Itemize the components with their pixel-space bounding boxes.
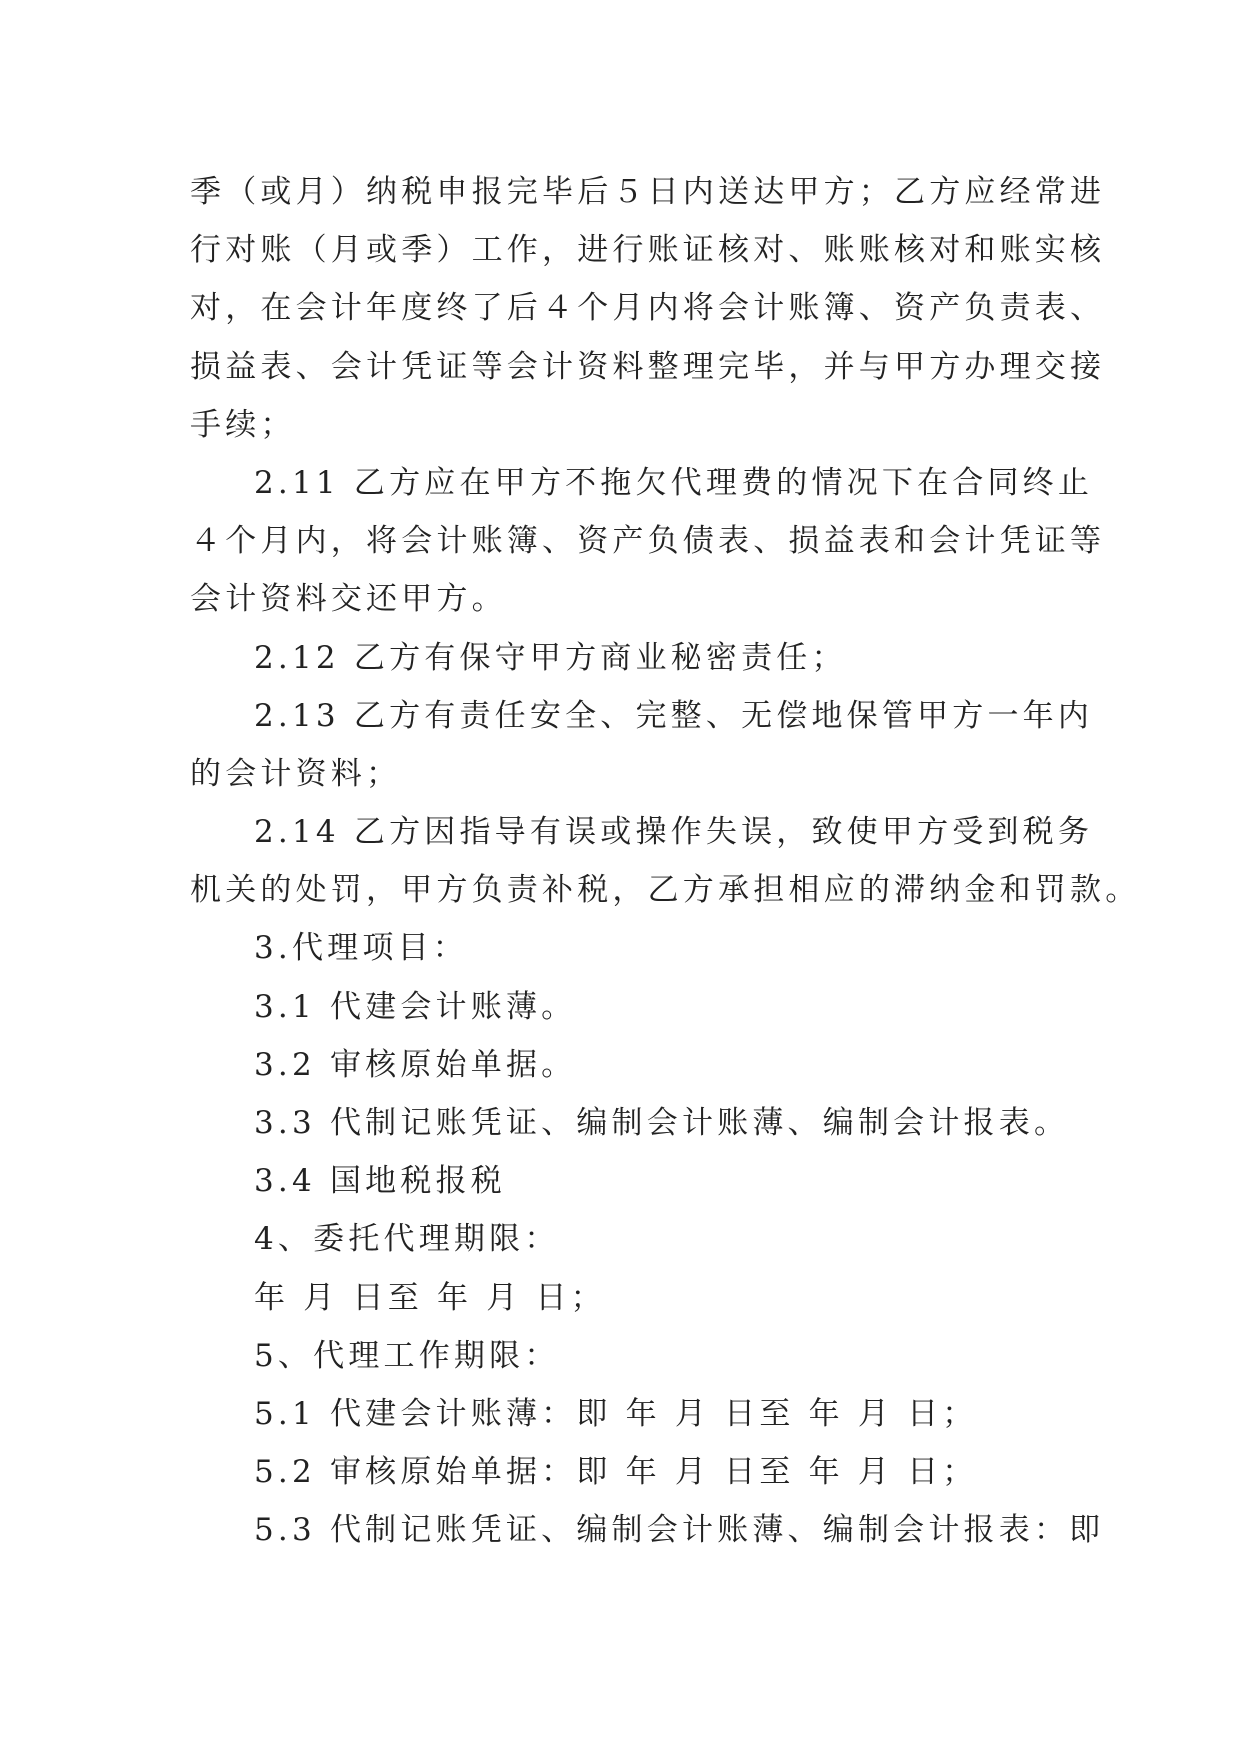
- clause-5-1: 5.1 代建会计账薄：即 年 月 日至 年 月 日；: [254, 1395, 978, 1432]
- body-line: 对，在会计年度终了后４个月内将会计账簿、资产负责表、: [190, 290, 1106, 327]
- section-heading-5: 5、代理工作期限：: [254, 1337, 560, 1374]
- body-line: 会计资料交还甲方。: [190, 581, 507, 618]
- clause-2-13: 2.13 乙方有责任安全、完整、无偿地保管甲方一年内: [254, 697, 1094, 734]
- clause-3-4: 3.4 国地税报税: [254, 1163, 506, 1200]
- body-line: 的会计资料；: [190, 755, 402, 792]
- date-range-line: 年 月 日至 年 月 日；: [254, 1279, 606, 1316]
- section-heading-3: 3.代理项目：: [254, 930, 468, 967]
- body-line: 损益表、会计凭证等会计资料整理完毕，并与甲方办理交接: [190, 348, 1106, 385]
- clause-2-11: 2.11 乙方应在甲方不拖欠代理费的情况下在合同终止: [254, 464, 1094, 501]
- clause-5-2: 5.2 审核原始单据：即 年 月 日至 年 月 日；: [254, 1454, 978, 1491]
- clause-3-1: 3.1 代建会计账薄。: [254, 988, 577, 1025]
- body-line: 手续；: [190, 406, 296, 443]
- section-heading-4: 4、委托代理期限：: [254, 1221, 560, 1258]
- clause-5-3: 5.3 代制记账凭证、编制会计账薄、编制会计报表：即: [254, 1512, 1105, 1549]
- clause-3-3: 3.3 代制记账凭证、编制会计账薄、编制会计报表。: [254, 1105, 1070, 1141]
- body-line: ４个月内，将会计账簿、资产负债表、损益表和会计凭证等: [190, 523, 1106, 560]
- body-line: 行对账（月或季）工作，进行账证核对、账账核对和账实核: [190, 232, 1106, 269]
- body-line: 机关的处罚，甲方负责补税，乙方承担相应的滞纳金和罚款。: [190, 872, 1141, 909]
- clause-2-14: 2.14 乙方因指导有误或操作失误，致使甲方受到税务: [254, 814, 1094, 851]
- clause-3-2: 3.2 审核原始单据。: [254, 1046, 577, 1083]
- body-line: 季（或月）纳税申报完毕后５日内送达甲方；乙方应经常进: [190, 174, 1106, 210]
- clause-2-12: 2.12 乙方有保守甲方商业秘密责任；: [254, 639, 847, 676]
- document-body: [190, 163, 1141, 1560]
